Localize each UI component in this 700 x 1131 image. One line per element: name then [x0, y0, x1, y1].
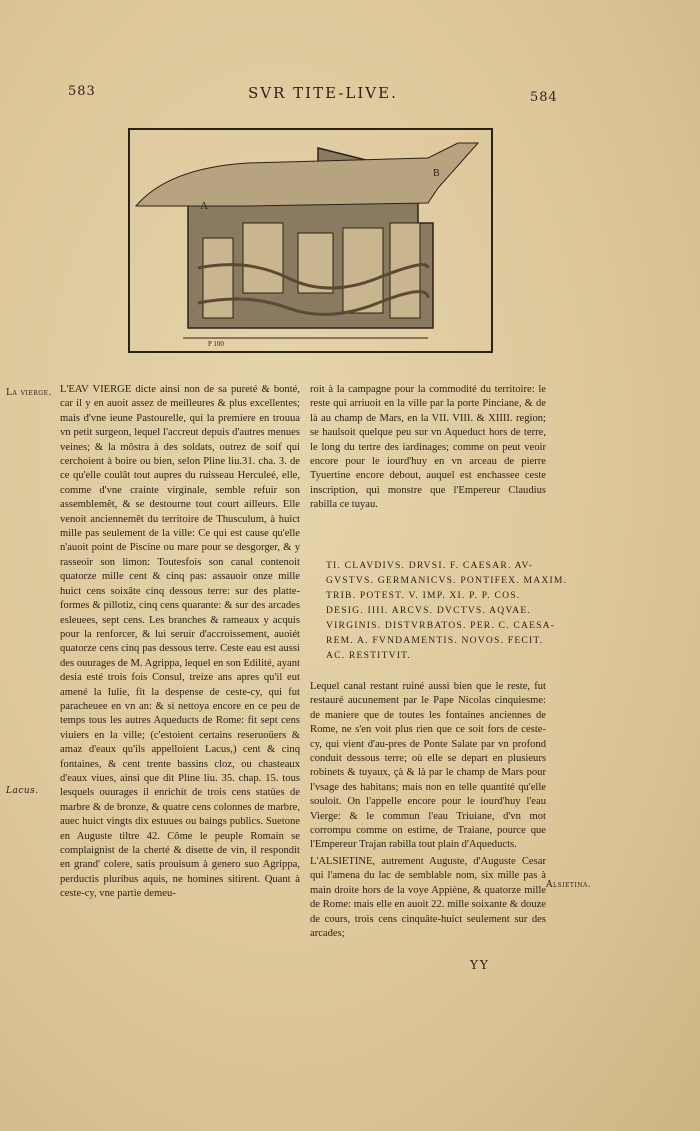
- signature-mark: YY: [470, 958, 490, 972]
- margin-note-alsietina: Alsietina.: [546, 880, 592, 890]
- aqueduct-plan-figure: [128, 128, 493, 353]
- inscription-line: AC. RESTITVIT.: [326, 650, 412, 661]
- inscription-line: TI. CLAVDIVS. DRVSI. F. CAESAR. AV-: [326, 560, 534, 571]
- label-a: A: [200, 200, 208, 212]
- margin-note-vierge: La vierge.: [6, 388, 52, 398]
- inscription-line: VIRGINIS. DISTVRBATOS. PER. C. CAESA-: [326, 620, 556, 631]
- channel-arc: [136, 143, 478, 206]
- inscription-line: DESIG. IIII. ARCVS. DVCTVS. AQVAE.: [326, 605, 532, 616]
- right-column-alsietine-text: L'ALSIETINE, autrement Auguste, d'Auguste Cesar qui l'amena du lac de semblable nom, six mille pas à main droite hors de la voye Appiène, & quatorze mille de Rome: mais elle en auoit 22. mille soixante & douze de cours, trois cens cinquâte-huict seulement sur des arcades;: [310, 855, 546, 939]
- inscription-line: TRIB. POTEST. V. IMP. XI. P. P. COS.: [326, 590, 521, 601]
- chamber-1: [203, 238, 233, 318]
- inscription-line: GVSTVS. GERMANICVS. PONTIFEX. MAXIM.: [326, 575, 568, 586]
- latin-inscription: [326, 558, 568, 663]
- right-column-lower: [310, 680, 546, 941]
- right-column-top-text: roit à la campagne pour la commodité du territoire: le reste qui arriuoit en la ville par la porte Pinciane, & de là au champ de Mars, en la VII. VIII. & XIIII. region; se haulsoit quelque peu sur vn Aqueduct hors de terre, le long du tertre des iardinages; comme on peut veoir encore pour le iourd'huy en vn arceau de pierre Tyuertine encore debout, auquel est enchassee ceste inscription, qui monstre que l'Empereur Claudius rabilla ce tuyau.: [310, 384, 546, 511]
- page-number-left: 583: [68, 84, 96, 99]
- margin-note-lacus: Lacus.: [6, 786, 39, 796]
- running-title: SVR TITE-LIVE.: [248, 84, 398, 102]
- right-column-bottom-text: Lequel canal restant ruiné aussi bien que le reste, fut restauré aucunement par le Pape Nicolas cinquiesme: de maniere que de toutes les fontaines anciennes de Rome, ne s'en voit plus rien que ce soit fors de ceste-cy, qui vient d'au-pres de Ponte Salate par vn profond conduit dessous terre; où elle se depart en plusieurs robinets & tuyaux, çà & là par le champ de Mars pour l'vsage des habitans; mais non en telle quantité qu'elle souloit. On l'appelle encore pour le iourd'huy l'eau Vierge: & le commun l'eau Triuiane, d'vn mot corrompu comme on estime, de Traiane, pource que l'Empereur Trajan rabilla tout plain d'Aqueducts.: [310, 681, 546, 851]
- label-b: B: [433, 168, 440, 179]
- chamber-2: [243, 223, 283, 293]
- scale-label: P 100: [208, 340, 224, 348]
- left-column: [60, 383, 300, 902]
- page-number-right: 584: [530, 90, 558, 105]
- left-column-text: L'EAV VIERGE dicte ainsi non de sa pureté & bonté, car il y en auoit assez de meilleures & plus excellentes; mais d'vne ieune Pastourelle, qui la premiere en trouua vn petit surgeon, lequel l'accreut depuis d'autres menues veines; & la môstra à des soldats, outrez de soif qui cerchoient à boire ou bien, selon Pline liu.31. cha. 3. de ce qu'elle coulât tout aupres du ruisseau Herculeé, elle, comme d'vne crainte virginale, semble refuir son assemblemêt, & se destourne tout court ailleurs. Elle venoit anciennemêt du territoire de Thusculum, à huict mille pas seulement de la ville: Ce qui est cause qu'elle n'auoit point de Piscine ou mare pour se desgorger, & y rasseoir son limon: Toutesfois son canal contenoit quatorze mille cent & cinq pas: assauoir onze mille huict cens soixâte cinq dessous terre: sur des platte-formes & pillotiz, cinq cens quarante: & sur des arcades esleuees, sept cens. Les branches & rameaux y acquis pour la renforcer, & lui seruir d'accroissement, auoiét quatorze cens cinq pas dessous terre. Ceste eau est aussi des ouurages de M. Agrippa, lequel en son Edilité, ayant desia esté trois fois Consul, treize ans apres qu'il eut amené la Iulie, fit la despense de ceste-cy, qui fut paracheuee en vn an: & si nettoya encore en ce peu de temps tous les autres Aqueducts de Rome: fit sept cens viuiers en la ville; (c'estoient certains reseruoüers & amaz d'eaux qu'ils appelloient Lacus,) cent & cinq fontaines, & cent trente bassins cloz, ou chasteaux d'eaux viues, ainsi que dit Pline liu. 35. chap. 15. tous lesquels ouurages il enrichit de trois cens statües de marbre & de bronze, & quatre cens colonnes de marbre, auec huict vingts dix estuues ou baings publics. Suetone en Auguste tiltre 42. Côme le peuple Romain se complaignist de la cherté & disette de vin, il respondit en grand' colere, satis prouisum à genero suo Agrippa, perductis pluribus aquis, ne homines sitirent. Quant à ceste-cy, vne partie demeu-: [60, 384, 300, 900]
- chamber-4: [343, 228, 383, 313]
- inscription-line: REM. A. FVNDAMENTIS. NOVOS. FECIT.: [326, 635, 544, 646]
- right-column: [310, 383, 546, 513]
